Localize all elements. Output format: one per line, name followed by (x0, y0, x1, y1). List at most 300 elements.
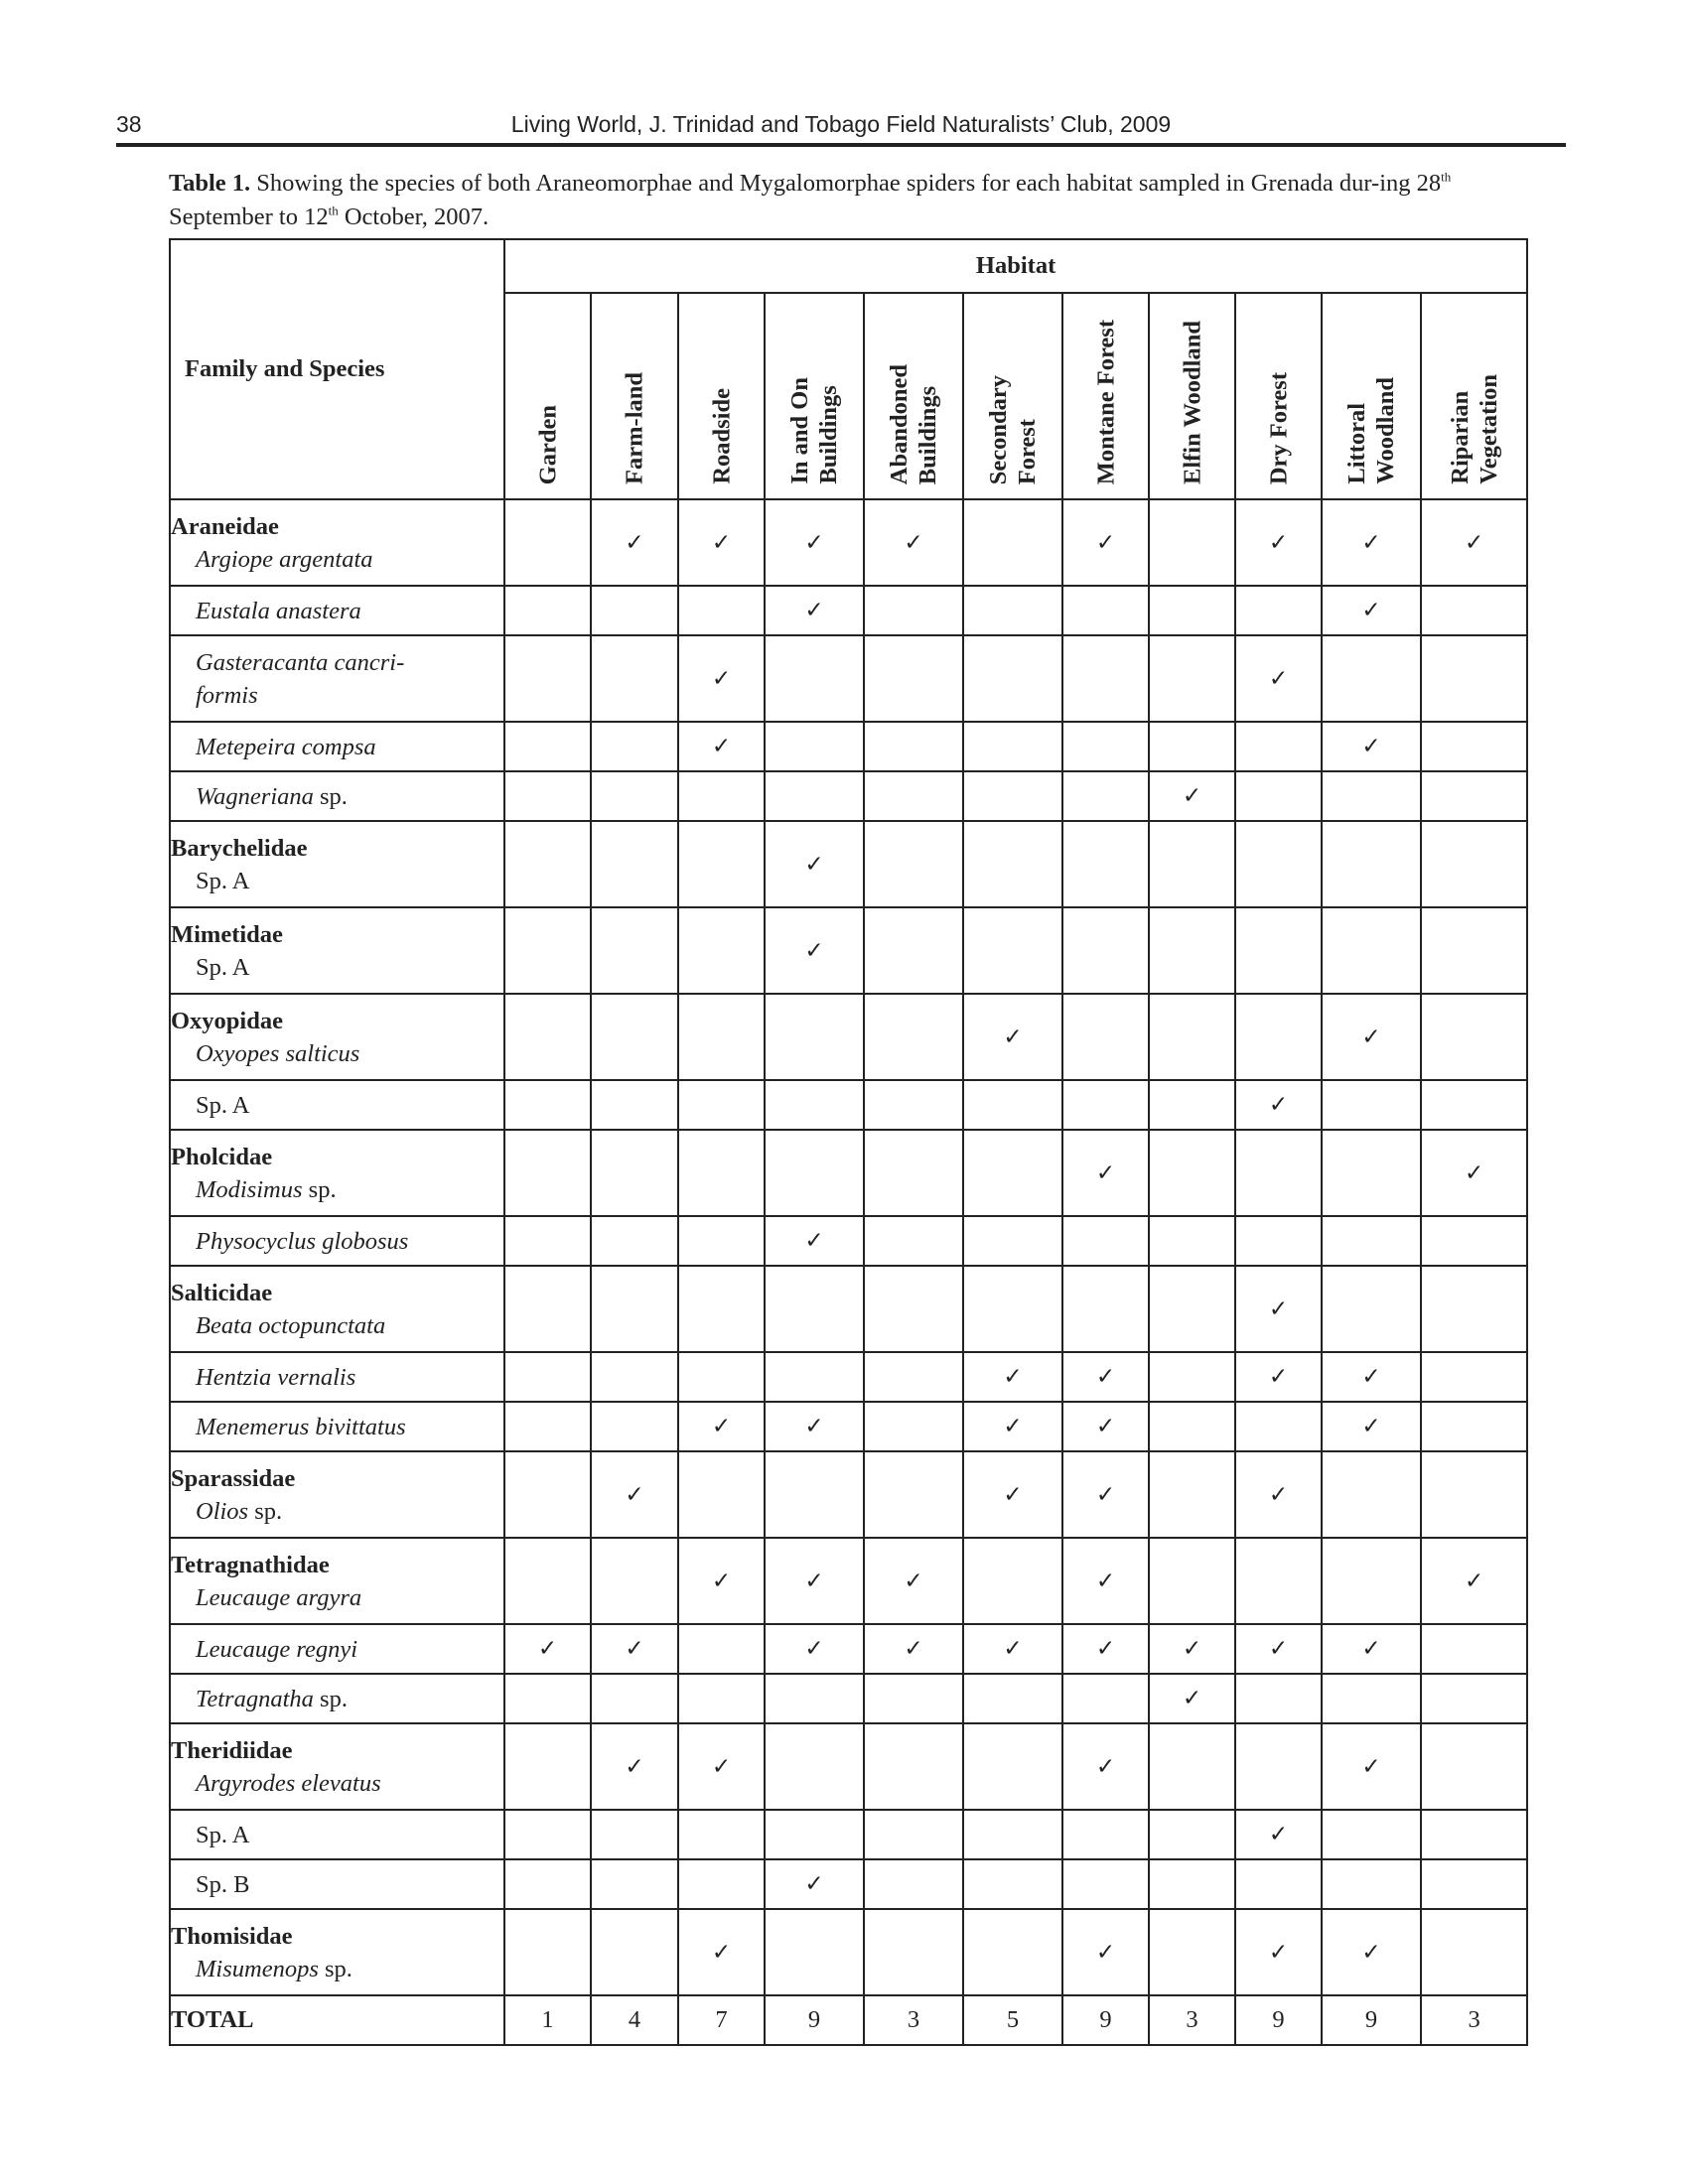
table-row (170, 635, 1527, 722)
habitat-presence-cell (1235, 1216, 1322, 1266)
habitat-presence-cell (1062, 635, 1149, 722)
check-icon: ✓ (537, 1636, 558, 1662)
check-icon: ✓ (1361, 1636, 1381, 1662)
habitat-presence-cell (1149, 1402, 1235, 1451)
habitat-presence-cell (765, 635, 864, 722)
species-name-cell (170, 1080, 504, 1130)
habitat-presence-cell (1421, 586, 1527, 635)
check-icon: ✓ (804, 1414, 824, 1439)
species-name (171, 865, 503, 897)
habitat-label-line: Garden (534, 404, 561, 484)
species-name (171, 595, 503, 627)
habitat-presence-cell (1062, 1451, 1149, 1538)
family-name: Salticidae (171, 1279, 273, 1306)
habitat-presence-cell (864, 1723, 963, 1810)
habitat-presence-cell (1062, 722, 1149, 771)
habitat-presence-cell (1322, 1909, 1421, 1995)
total-value: 7 (678, 1995, 765, 2045)
species-name-cell (170, 635, 504, 722)
habitat-presence-cell (1235, 722, 1322, 771)
habitat-presence-cell (1062, 1538, 1149, 1624)
species-suffix: Sp. A (196, 1091, 250, 1119)
habitat-presence-cell (591, 1674, 678, 1723)
check-icon: ✓ (625, 1636, 644, 1662)
habitat-presence-cell (963, 1130, 1062, 1216)
habitat-presence-cell (1062, 994, 1149, 1080)
habitat-presence-cell (504, 907, 591, 994)
habitat-label-line: Secondary (985, 374, 1012, 484)
species-name (171, 1411, 503, 1443)
species-name (171, 1173, 503, 1206)
habitat-presence-cell (1322, 1723, 1421, 1810)
caption-text-2: September to 12 (169, 204, 329, 230)
habitat-presence-cell (864, 1266, 963, 1352)
habitat-label-line: Buildings (815, 385, 842, 484)
caption-label: Table 1. (169, 170, 251, 197)
species-name-cell (170, 1352, 504, 1402)
habitat-label-line: Buildings (914, 385, 941, 484)
habitat-presence-cell (1062, 1216, 1149, 1266)
species-italic: Modisimus (196, 1175, 303, 1203)
habitat-presence-cell (1421, 1130, 1527, 1216)
species-name-cell (170, 1674, 504, 1723)
check-icon: ✓ (1361, 1364, 1381, 1390)
habitat-presence-cell (1235, 1266, 1322, 1352)
habitat-presence-cell (864, 1130, 963, 1216)
species-italic: Olios (196, 1497, 249, 1525)
species-italic: Tetragnatha (196, 1685, 314, 1712)
habitat-presence-cell (963, 1080, 1062, 1130)
habitat-presence-cell (1322, 907, 1421, 994)
species-suffix: sp. (313, 1685, 348, 1712)
habitat-presence-cell (765, 1624, 864, 1674)
habitat-presence-cell (1235, 586, 1322, 635)
species-name (171, 1037, 503, 1070)
table-row (170, 1451, 1527, 1538)
habitat-presence-cell (1235, 499, 1322, 586)
habitat-presence-cell (591, 1859, 678, 1909)
family-name: Tetragnathidae (171, 1551, 330, 1578)
habitat-label-line: In and On (786, 377, 813, 484)
check-icon: ✓ (1268, 1481, 1289, 1508)
habitat-presence-cell (1062, 1624, 1149, 1674)
habitat-presence-cell (1149, 722, 1235, 771)
habitat-presence-cell (1322, 1216, 1421, 1266)
total-value: 9 (765, 1995, 864, 2045)
habitat-presence-cell (765, 1538, 864, 1624)
habitat-presence-cell (591, 1130, 678, 1216)
species-suffix: sp. (302, 1175, 337, 1203)
habitat-presence-cell (504, 1674, 591, 1723)
family-name: Araneidae (171, 512, 279, 540)
species-name (171, 1819, 503, 1851)
check-icon: ✓ (1182, 783, 1202, 809)
habitat-presence-cell (963, 1352, 1062, 1402)
habitat-presence-cell (678, 586, 765, 635)
species-name (171, 1767, 503, 1800)
habitat-presence-cell (765, 1130, 864, 1216)
habitat-presence-cell (678, 1130, 765, 1216)
species-name-cell (170, 1909, 504, 1995)
check-icon: ✓ (1268, 665, 1289, 692)
habitat-column-header (678, 293, 765, 499)
habitat-presence-cell (1149, 1266, 1235, 1352)
habitat-presence-cell (1322, 821, 1421, 907)
species-name (171, 1953, 503, 1985)
habitat-label-line: Vegetation (1475, 374, 1502, 484)
table-row (170, 1859, 1527, 1909)
habitat-presence-cell (963, 1216, 1062, 1266)
check-icon: ✓ (1268, 1092, 1289, 1118)
habitat-presence-cell (1322, 586, 1421, 635)
habitat-presence-cell (591, 1216, 678, 1266)
check-icon: ✓ (711, 1568, 732, 1594)
habitat-label (621, 372, 649, 484)
habitat-presence-cell (765, 1216, 864, 1266)
species-name-cell (170, 1624, 504, 1674)
habitat-presence-cell (504, 499, 591, 586)
habitat-presence-cell (765, 907, 864, 994)
species-name (171, 1089, 503, 1122)
habitat-presence-cell (765, 994, 864, 1080)
check-icon: ✓ (1003, 1024, 1023, 1050)
habitat-presence-cell (504, 1216, 591, 1266)
check-icon: ✓ (1095, 529, 1116, 556)
habitat-presence-cell (678, 635, 765, 722)
habitat-label (1446, 374, 1503, 484)
habitat-presence-cell (504, 1130, 591, 1216)
check-icon: ✓ (1095, 1160, 1116, 1186)
habitat-presence-cell (765, 499, 864, 586)
habitat-presence-cell (678, 1624, 765, 1674)
species-name (171, 780, 503, 813)
habitat-presence-cell (678, 821, 765, 907)
check-icon: ✓ (1361, 529, 1381, 556)
habitat-label (533, 405, 562, 484)
species-italic: Oxyopes salticus (196, 1039, 360, 1067)
habitat-presence-cell (864, 771, 963, 821)
habitat-presence-cell (963, 1723, 1062, 1810)
habitat-presence-cell (963, 1402, 1062, 1451)
habitat-presence-cell (864, 1402, 963, 1451)
species-name (171, 646, 503, 712)
table-row (170, 1538, 1527, 1624)
species-italic: Gasteracanta cancri- (196, 648, 405, 676)
habitat-presence-cell (1235, 1538, 1322, 1624)
habitat-label (1264, 372, 1293, 484)
habitat-label (984, 375, 1042, 484)
check-icon: ✓ (1095, 1568, 1116, 1594)
habitat-presence-cell (1421, 1674, 1527, 1723)
habitat-presence-cell (963, 1266, 1062, 1352)
total-value: 3 (1421, 1995, 1527, 2045)
habitat-presence-cell (1322, 635, 1421, 722)
species-name (171, 1633, 503, 1666)
habitat-presence-cell (765, 771, 864, 821)
check-icon: ✓ (1095, 1481, 1116, 1508)
species-name-cell (170, 1723, 504, 1810)
habitat-presence-cell (504, 1352, 591, 1402)
habitat-presence-cell (1421, 722, 1527, 771)
habitat-presence-cell (678, 1859, 765, 1909)
species-name (171, 731, 503, 763)
total-value: 1 (504, 1995, 591, 2045)
habitat-presence-cell (1062, 821, 1149, 907)
habitat-presence-cell (1149, 1080, 1235, 1130)
species-name-cell (170, 994, 504, 1080)
habitat-presence-cell (963, 1909, 1062, 1995)
check-icon: ✓ (1361, 734, 1381, 759)
habitat-presence-cell (678, 499, 765, 586)
habitat-presence-cell (1322, 1352, 1421, 1402)
species-name-cell (170, 1859, 504, 1909)
habitat-label-line: Woodland (1372, 377, 1399, 484)
habitat-presence-cell (963, 994, 1062, 1080)
habitat-presence-cell (765, 722, 864, 771)
habitat-presence-cell (1421, 771, 1527, 821)
habitat-label-line: Farm-land (621, 372, 648, 484)
species-name-cell (170, 1810, 504, 1859)
habitat-presence-cell (591, 1266, 678, 1352)
habitat-presence-cell (678, 1352, 765, 1402)
species-suffix: sp. (248, 1497, 283, 1525)
habitat-presence-cell (1421, 994, 1527, 1080)
habitat-presence-cell (1149, 821, 1235, 907)
habitat-presence-cell (504, 1624, 591, 1674)
habitat-presence-cell (1421, 1723, 1527, 1810)
check-icon: ✓ (1361, 1414, 1381, 1439)
table-row (170, 994, 1527, 1080)
habitat-presence-cell (1322, 499, 1421, 586)
habitat-presence-cell (678, 1674, 765, 1723)
habitat-presence-cell (1322, 1674, 1421, 1723)
species-suffix: sp. (318, 1955, 352, 1982)
habitat-presence-cell (1235, 1402, 1322, 1451)
check-icon: ✓ (804, 1568, 824, 1594)
check-icon: ✓ (625, 529, 644, 556)
habitat-presence-cell (591, 1402, 678, 1451)
check-icon: ✓ (711, 1414, 732, 1439)
habitat-presence-cell (591, 1538, 678, 1624)
habitat-presence-cell (864, 1674, 963, 1723)
species-suffix: Sp. A (196, 867, 250, 894)
check-icon: ✓ (711, 1753, 732, 1780)
habitat-presence-cell (1322, 1080, 1421, 1130)
habitat-presence-cell (1421, 1451, 1527, 1538)
habitat-presence-cell (591, 1451, 678, 1538)
check-icon: ✓ (904, 1636, 923, 1662)
page-header (116, 109, 1566, 147)
check-icon: ✓ (1095, 1636, 1116, 1662)
habitat-presence-cell (765, 1810, 864, 1859)
species-name (171, 951, 503, 984)
family-name: Pholcidae (171, 1143, 273, 1170)
habitat-presence-cell (963, 722, 1062, 771)
species-name (171, 1868, 503, 1901)
habitat-column-header (591, 293, 678, 499)
habitat-presence-cell (1322, 1402, 1421, 1451)
total-value: 3 (864, 1995, 963, 2045)
habitat-presence-cell (591, 722, 678, 771)
table-row (170, 1624, 1527, 1674)
habitat-presence-cell (864, 1538, 963, 1624)
habitat-presence-cell (1149, 1674, 1235, 1723)
habitat-label (1178, 321, 1206, 484)
habitat-presence-cell (1149, 1451, 1235, 1538)
habitat-presence-cell (1149, 1810, 1235, 1859)
species-italic: Argiope argentata (196, 545, 373, 573)
total-value: 9 (1235, 1995, 1322, 2045)
habitat-presence-cell (504, 1810, 591, 1859)
habitat-presence-cell (1421, 907, 1527, 994)
habitat-presence-cell (765, 1909, 864, 1995)
check-icon: ✓ (1095, 1364, 1116, 1390)
table-row (170, 1723, 1527, 1810)
check-icon: ✓ (1095, 1753, 1116, 1780)
habitat-label-line: Roadside (708, 388, 735, 484)
check-icon: ✓ (1268, 1939, 1289, 1966)
habitat-presence-cell (504, 1909, 591, 1995)
habitat-label-line: Montane Forest (1092, 319, 1119, 484)
total-value: 9 (1322, 1995, 1421, 2045)
habitat-presence-cell (963, 1674, 1062, 1723)
habitat-presence-cell (504, 722, 591, 771)
habitat-presence-cell (1062, 586, 1149, 635)
check-icon: ✓ (804, 598, 824, 623)
table-row (170, 1266, 1527, 1352)
habitat-label (707, 388, 736, 484)
habitat-label-line: Littoral (1343, 403, 1370, 484)
habitat-presence-cell (678, 1080, 765, 1130)
species-name-cell (170, 1402, 504, 1451)
habitat-label (1342, 377, 1400, 484)
species-name (171, 1225, 503, 1258)
habitat-presence-cell (1062, 1723, 1149, 1810)
habitat-presence-cell (1322, 1624, 1421, 1674)
species-name-cell (170, 821, 504, 907)
check-icon: ✓ (1268, 1636, 1289, 1662)
habitat-presence-cell (1235, 1451, 1322, 1538)
habitat-presence-cell (1235, 1909, 1322, 1995)
table-row (170, 1080, 1527, 1130)
habitat-presence-cell (1322, 771, 1421, 821)
habitat-presence-cell (1149, 586, 1235, 635)
table-row (170, 1674, 1527, 1723)
habitat-presence-cell (963, 821, 1062, 907)
habitat-presence-cell (1062, 1266, 1149, 1352)
habitat-presence-cell (1235, 635, 1322, 722)
check-icon: ✓ (1268, 529, 1289, 556)
running-title: Living World, J. Trinidad and Tobago Field Naturalists’ Club, 2009 (510, 111, 1172, 137)
habitat-presence-cell (864, 907, 963, 994)
species-name-cell (170, 1216, 504, 1266)
check-icon: ✓ (1268, 1364, 1289, 1390)
habitat-presence-cell (1062, 771, 1149, 821)
habitat-column-header (1062, 293, 1149, 499)
habitat-presence-cell (963, 499, 1062, 586)
check-icon: ✓ (711, 734, 732, 759)
species-name-cell (170, 1538, 504, 1624)
species-habitat-table (169, 238, 1528, 2046)
check-icon: ✓ (804, 937, 824, 964)
habitat-presence-cell (678, 1402, 765, 1451)
species-italic: Metepeira compsa (196, 733, 376, 760)
check-icon: ✓ (1095, 1939, 1116, 1966)
habitat-header: Habitat (504, 239, 1527, 293)
table-row (170, 586, 1527, 635)
habitat-label (1091, 320, 1120, 484)
habitat-presence-cell (963, 907, 1062, 994)
habitat-presence-cell (1421, 1538, 1527, 1624)
habitat-presence-cell (765, 1266, 864, 1352)
habitat-presence-cell (504, 586, 591, 635)
habitat-presence-cell (864, 1216, 963, 1266)
species-name-cell (170, 771, 504, 821)
habitat-presence-cell (504, 1080, 591, 1130)
habitat-presence-cell (1149, 499, 1235, 586)
species-name-cell (170, 499, 504, 586)
habitat-presence-cell (591, 1352, 678, 1402)
habitat-presence-cell (1062, 1402, 1149, 1451)
habitat-presence-cell (1149, 635, 1235, 722)
caption-sup-1: th (1441, 169, 1452, 185)
habitat-presence-cell (591, 1624, 678, 1674)
habitat-presence-cell (765, 1859, 864, 1909)
page-number: 38 (116, 111, 142, 137)
species-italic: Beata octopunctata (196, 1311, 386, 1339)
habitat-presence-cell (963, 1538, 1062, 1624)
habitat-presence-cell (864, 635, 963, 722)
species-italic: Menemerus bivittatus (196, 1413, 406, 1440)
habitat-column-header (1322, 293, 1421, 499)
table-row (170, 1909, 1527, 1995)
species-name-cell (170, 907, 504, 994)
habitat-presence-cell (1421, 1266, 1527, 1352)
family-species-header: Family and Species (170, 239, 504, 499)
species-name-cell (170, 722, 504, 771)
habitat-presence-cell (1149, 1859, 1235, 1909)
habitat-presence-cell (1421, 499, 1527, 586)
total-value: 9 (1062, 1995, 1149, 2045)
habitat-presence-cell (1322, 1266, 1421, 1352)
check-icon: ✓ (1464, 1568, 1484, 1594)
habitat-presence-cell (864, 1859, 963, 1909)
check-icon: ✓ (625, 1481, 644, 1508)
family-name: Thomisidae (171, 1922, 293, 1950)
check-icon: ✓ (1268, 1296, 1289, 1322)
habitat-presence-cell (1421, 635, 1527, 722)
check-icon: ✓ (1182, 1636, 1202, 1662)
habitat-presence-cell (504, 771, 591, 821)
habitat-presence-cell (765, 1080, 864, 1130)
habitat-presence-cell (765, 1402, 864, 1451)
species-name-cell (170, 1130, 504, 1216)
habitat-presence-cell (678, 907, 765, 994)
habitat-presence-cell (1149, 1352, 1235, 1402)
habitat-presence-cell (504, 1723, 591, 1810)
check-icon: ✓ (1361, 1753, 1381, 1780)
habitat-presence-cell (591, 1080, 678, 1130)
species-name (171, 1309, 503, 1342)
habitat-presence-cell (1062, 1810, 1149, 1859)
habitat-presence-cell (504, 1266, 591, 1352)
habitat-presence-cell (1421, 1909, 1527, 1995)
habitat-presence-cell (678, 1723, 765, 1810)
table-row (170, 907, 1527, 994)
habitat-presence-cell (765, 1723, 864, 1810)
check-icon: ✓ (804, 529, 824, 556)
habitat-presence-cell (1062, 1352, 1149, 1402)
